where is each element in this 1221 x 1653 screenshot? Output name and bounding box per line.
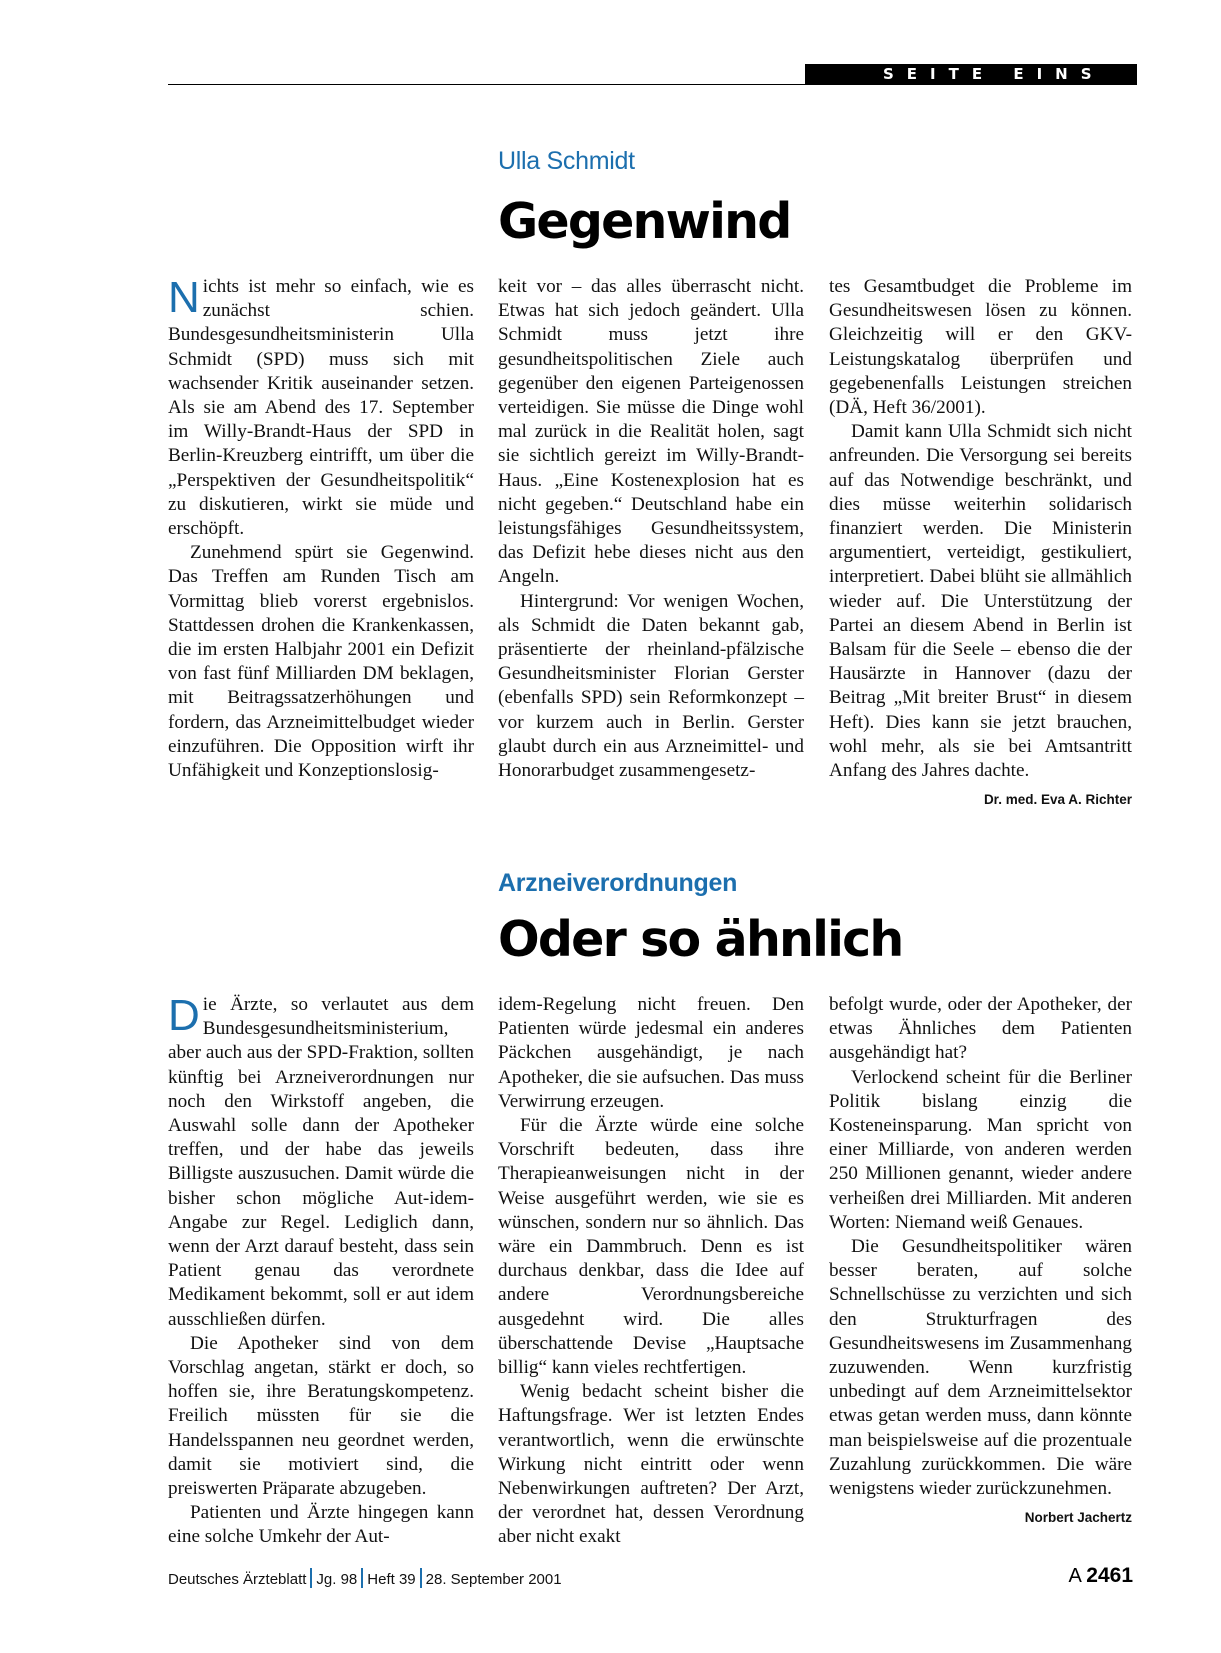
page-prefix: A xyxy=(1068,1565,1081,1587)
article2-author: Norbert Jachertz xyxy=(1024,1510,1132,1526)
article1-column-3 xyxy=(829,275,1132,812)
article2-col1-p2: Die Apotheker sind von dem Vorschlag angetan, stärkt er doch, so hoffen sie, ihre Beratungskompetenz. Freilich müssten für sie die Handelsspannen neu geordnet werden, damit sie motiviert sind, die preiswerten Präparate abzugeben. xyxy=(168,1332,474,1500)
article2-dropcap: D xyxy=(168,991,200,1040)
article2-col2-p3: Wenig bedacht scheint bisher die Haftungsfrage. Wer ist letzten Endes verantwortlich, wenn die erwünschte Wirkung nicht eintritt oder wenn Nebenwirkungen auftreten? Der Arzt, der verordnet hat, dessen Verordnung aber nicht exakt xyxy=(498,1381,804,1548)
article2-kicker: Arzneiverordnungen xyxy=(498,869,738,897)
article2-col1-p3: Patienten und Ärzte hingegen kann eine solche Umkehr der Aut- xyxy=(168,1502,474,1548)
article1-col3-p1: tes Gesamtbudget die Probleme im Gesundheitswesen lösen zu können. Gleichzeitig will er den GKV-Leistungskatalog überprüfen und gegebenenfalls Leistungen streichen (DÄ, Heft 36/2001). xyxy=(829,276,1132,419)
footer-date: 28. September 2001 xyxy=(425,1571,562,1588)
footer-separator xyxy=(310,1568,312,1588)
article2-col3-p1: befolgt wurde, oder der Apotheker, der etwas Ähnliches dem Patienten ausgehändigt hat? xyxy=(829,994,1132,1064)
article2-column-2 xyxy=(498,993,804,1550)
article2-col2-p2: Für die Ärzte würde eine solche Vorschrift bedeuten, dass ihre Therapieanweisungen nicht in der Weise ausgeführt werden, wie sie es wünschen, sondern nur so ähnlich. Das wäre ein Dammbruch. Denn es ist durchaus denkbar, dass die Idee auf andere Verordnungsbereiche ausgedehnt wird. Die alles überschattende Devise „Hauptsache billig“ kann vieles rechtfertigen. xyxy=(498,1115,804,1379)
article1-column-1 xyxy=(168,275,474,783)
article2-headline: Oder so ähnlich xyxy=(498,911,903,968)
article1-author: Dr. med. Eva A. Richter xyxy=(983,792,1132,808)
article1-col2-p2: Hintergrund: Vor wenigen Wochen, als Schmidt die Daten bekannt gab, präsentierte der rheinland-pfälzische Gesundheitsminister Florian Gerster (ebenfalls SPD) sein Reformkonzept – vor kurzem auch in Berlin. Gerster glaubt durch ein aus Arzneimittel- und Honorarbudget zusammengesetz- xyxy=(498,590,804,782)
article2-column-1 xyxy=(168,993,474,1550)
article1-column-2 xyxy=(498,275,804,783)
article1-headline: Gegenwind xyxy=(498,193,791,250)
footer-issue: Heft 39 xyxy=(367,1571,416,1588)
article2-col3-p3: Die Gesundheitspolitiker wären besser beraten, auf solche Schnellschüsse zu verzichten und sich den Strukturfragen des Gesundheitswesens im Zusammenhang zuzuwenden. Wenn kurzfristig unbedingt auf dem Arzneimittelsektor etwas getan werden muss, dann könnte man beispielsweise auf die prozentuale Zuzahlung zurückkommen. Die wäre wenigstens wieder zurückzunehmen. Norbert Jachertz xyxy=(829,1235,1132,1501)
article1-col3-p2: Damit kann Ulla Schmidt sich nicht anfreunden. Die Versorgung sei bereits auf das Notwendige beschränkt, und dies müsse weiterhin solidarisch finanziert werden. Die Ministerin argumentiert, verteidigt, gestikuliert, interpretiert. Dabei blüht sie allmählich wieder auf. Die Unterstützung der Partei an diesem Abend in Berlin ist Balsam für die Seele – ebenso die der Hausärzte in Hannover (dazu der Beitrag „Mit breiter Brust“ in diesem Heft). Dies kann sie jetzt brauchen, wohl mehr, als sie bei Amtsantritt Anfang des Jahres dachte. Dr. med. Eva A. Richter xyxy=(829,420,1132,783)
article2-col2-p1: idem-Regelung nicht freuen. Den Patienten würde jedesmal ein anderes Päckchen ausgehändigt, je nach Apotheker, die sie aufsuchen. Das muss Verwirrung erzeugen. xyxy=(498,994,804,1112)
article2-col1-p1: Die Ärzte, so verlautet aus dem Bundesgesundheitsministerium, aber auch aus der SPD-Fraktion, sollten künftig bei Arzneiverordnungen nur noch den Wirkstoff angeben, die Auswahl solle dann der Apotheker treffen, und der habe das jeweils Billigste auszusuchen. Damit würde die bisher schon mögliche Aut-idem-Angabe zur Regel. Lediglich dann, wenn der Arzt darauf besteht, dass sein Patient genau das verordnete Medikament bekommt, soll er aut idem ausschließen dürfen. xyxy=(168,991,474,1330)
article1-col1-p1: Nichts ist mehr so einfach, wie es zunächst schien. Bundesgesundheitsministerin Ulla Schmidt (SPD) muss sich mit wachsender Kritik auseinander setzen. Als sie am Abend des 17. September im Willy-Brandt-Haus der SPD in Berlin-Kreuzberg eintrifft, um über die „Perspektiven der Gesundheitspolitik“ zu diskutieren, wirkt sie müde und erschöpft. xyxy=(168,273,474,540)
article2-column-3 xyxy=(829,993,1132,1530)
article1-dropcap: N xyxy=(168,273,200,322)
footer-publication: Deutsches Ärzteblatt xyxy=(168,1571,307,1588)
article2-col3-p2: Verlockend scheint für die Berliner Politik bislang einzig die Kosteneinsparung. Man spricht von einer Milliarde, von anderen werden 250 Millionen genannt, wieder andere verheißen drei Milliarden. Mit anderen Worten: Niemand weiß Genaues. xyxy=(829,1066,1132,1233)
section-label: SEITE EINS xyxy=(883,65,1105,83)
article1-kicker: Ulla Schmidt xyxy=(498,147,635,175)
footer-volume: Jg. 98 xyxy=(316,1571,358,1588)
footer-separator xyxy=(420,1568,422,1588)
article1-col1-p2: Zunehmend spürt sie Gegenwind. Das Treffen am Runden Tisch am Vormittag blieb vorerst ergebnislos. Stattdessen drohen die Krankenkassen, die im ersten Halbjahr 2001 ein Defizit von fast fünf Milliarden DM beklagen, mit Beitragssatzerhöhungen und fordern, das Arzneimittelbudget wieder einzuführen. Die Opposition wirft ihr Unfähigkeit und Konzeptionslosig- xyxy=(168,542,474,782)
page-number-value: 2461 xyxy=(1086,1564,1133,1587)
page-number xyxy=(1068,1564,1133,1588)
section-bar xyxy=(805,64,1137,85)
article1-col2-p1: keit vor – das alles überrascht nicht. Etwas hat sich jedoch geändert. Ulla Schmidt muss jetzt ihre gesundheitspolitischen Ziele auch gegenüber den eigenen Parteigenossen verteidigen. Sie müsse die Dinge wohl mal zurück in die Realität holen, sagt sie sichtlich gereizt im Willy-Brandt-Haus. „Eine Kostenexplosion hat es nicht gegeben.“ Deutschland habe ein leistungsfähiges Gesundheitssystem, das Defizit hebe dieses nicht aus den Angeln. xyxy=(498,276,804,588)
footer-citation xyxy=(168,1568,562,1588)
footer-separator xyxy=(361,1568,363,1588)
